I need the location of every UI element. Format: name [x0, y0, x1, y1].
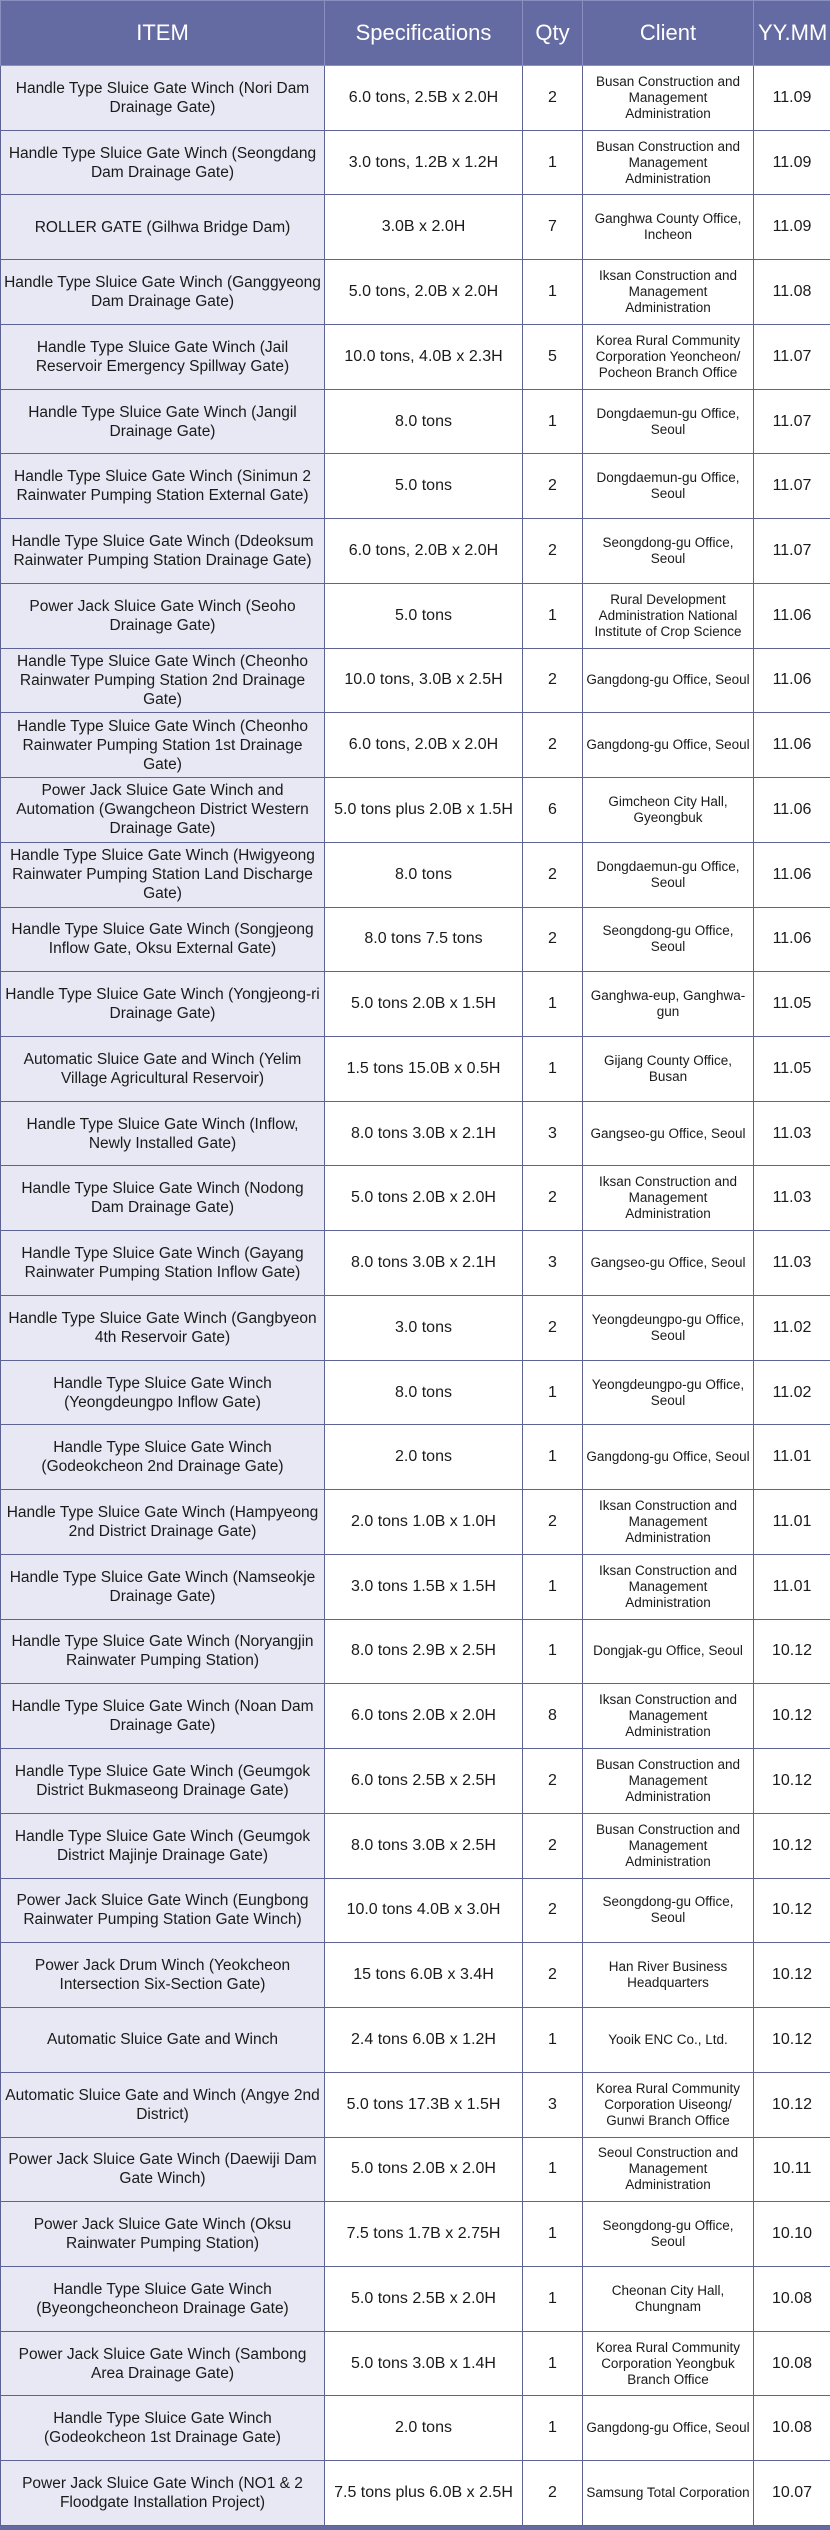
qty-cell: 1	[523, 583, 583, 648]
qty-cell: 2	[523, 1749, 583, 1814]
date-cell: 10.08	[754, 2396, 830, 2461]
table-row	[1, 389, 830, 454]
client-cell: Ganghwa County Office, Incheon	[583, 195, 754, 260]
client-cell: Gangseo-gu Office, Seoul	[583, 1101, 754, 1166]
client-cell: Seongdong-gu Office, Seoul	[583, 2202, 754, 2267]
item-cell: Automatic Sluice Gate and Winch (Yelim Village Agricultural Reservoir)	[1, 1037, 325, 1102]
qty-cell: 1	[523, 2137, 583, 2202]
header-row	[1, 1, 830, 66]
spec-cell: 5.0 tons 2.5B x 2.0H	[325, 2266, 523, 2331]
item-cell: Handle Type Sluice Gate Winch (Gangbyeon 4th Reservoir Gate)	[1, 1295, 325, 1360]
table-row	[1, 1554, 830, 1619]
spec-cell: 5.0 tons 2.0B x 1.5H	[325, 972, 523, 1037]
client-cell: Yooik ENC Co., Ltd.	[583, 2008, 754, 2073]
table-row	[1, 583, 830, 648]
qty-cell: 1	[523, 1037, 583, 1102]
table-row	[1, 2266, 830, 2331]
date-cell: 11.07	[754, 519, 830, 584]
spec-cell: 3.0 tons, 1.2B x 1.2H	[325, 130, 523, 195]
table-row	[1, 454, 830, 519]
date-cell: 11.06	[754, 713, 830, 778]
item-cell: Power Jack Sluice Gate Winch and Automation (Gwangcheon District Western Drainage Gate)	[1, 778, 325, 843]
spec-cell: 3.0B x 2.0H	[325, 195, 523, 260]
spec-cell: 5.0 tons 2.0B x 2.0H	[325, 1166, 523, 1231]
qty-cell: 1	[523, 2331, 583, 2396]
client-cell: Han River Business Headquarters	[583, 1943, 754, 2008]
spec-cell: 5.0 tons 17.3B x 1.5H	[325, 2072, 523, 2137]
spec-cell: 8.0 tons	[325, 389, 523, 454]
client-cell: Iksan Construction and Management Administration	[583, 1684, 754, 1749]
spec-cell: 8.0 tons 3.0B x 2.1H	[325, 1231, 523, 1296]
spec-cell: 5.0 tons 3.0B x 1.4H	[325, 2331, 523, 2396]
date-cell: 11.06	[754, 842, 830, 907]
table-row	[1, 1101, 830, 1166]
client-cell: Samsung Total Corporation	[583, 2461, 754, 2526]
table-row	[1, 1490, 830, 1555]
date-cell: 10.12	[754, 2072, 830, 2137]
item-cell: Handle Type Sluice Gate Winch (Geumgok District Bukmaseong Drainage Gate)	[1, 1749, 325, 1814]
qty-cell: 1	[523, 2008, 583, 2073]
item-cell: Handle Type Sluice Gate Winch (Cheonho Rainwater Pumping Station 2nd Drainage Gate)	[1, 648, 325, 713]
spec-cell: 3.0 tons 1.5B x 1.5H	[325, 1554, 523, 1619]
item-cell: Handle Type Sluice Gate Winch (Noan Dam Drainage Gate)	[1, 1684, 325, 1749]
client-cell: Dongdaemun-gu Office, Seoul	[583, 389, 754, 454]
qty-cell: 2	[523, 907, 583, 972]
table-row	[1, 1749, 830, 1814]
client-cell: Iksan Construction and Management Administration	[583, 1554, 754, 1619]
item-cell: Handle Type Sluice Gate Winch (Hampyeong 2nd District Drainage Gate)	[1, 1490, 325, 1555]
date-cell: 10.08	[754, 2331, 830, 2396]
table-row	[1, 1619, 830, 1684]
date-cell: 11.01	[754, 1425, 830, 1490]
item-cell: Handle Type Sluice Gate Winch (Ddeoksum Rainwater Pumping Station Drainage Gate)	[1, 519, 325, 584]
date-cell: 11.07	[754, 454, 830, 519]
date-cell: 11.06	[754, 778, 830, 843]
spec-cell: 2.0 tons 1.0B x 1.0H	[325, 1490, 523, 1555]
item-cell: Handle Type Sluice Gate Winch (Nori Dam Drainage Gate)	[1, 66, 325, 131]
table-row	[1, 1360, 830, 1425]
spec-cell: 7.5 tons 1.7B x 2.75H	[325, 2202, 523, 2267]
item-cell: Power Jack Drum Winch (Yeokcheon Intersection Six-Section Gate)	[1, 1943, 325, 2008]
spec-cell: 5.0 tons	[325, 583, 523, 648]
client-cell: Gimcheon City Hall, Gyeongbuk	[583, 778, 754, 843]
client-cell: Busan Construction and Management Administration	[583, 66, 754, 131]
header-date: YY.MM	[754, 1, 830, 66]
client-cell: Dongjak-gu Office, Seoul	[583, 1619, 754, 1684]
date-cell: 11.06	[754, 907, 830, 972]
client-cell: Iksan Construction and Management Administration	[583, 260, 754, 325]
client-cell: Busan Construction and Management Administration	[583, 1749, 754, 1814]
client-cell: Korea Rural Community Corporation Uiseong/ Gunwi Branch Office	[583, 2072, 754, 2137]
spec-cell: 6.0 tons 2.0B x 2.0H	[325, 1684, 523, 1749]
header-client: Client	[583, 1, 754, 66]
spec-cell: 10.0 tons, 3.0B x 2.5H	[325, 648, 523, 713]
item-cell: Power Jack Sluice Gate Winch (Daewiji Dam Gate Winch)	[1, 2137, 325, 2202]
client-cell: Cheonan City Hall, Chungnam	[583, 2266, 754, 2331]
spec-cell: 8.0 tons 7.5 tons	[325, 907, 523, 972]
table-row	[1, 195, 830, 260]
table-row	[1, 130, 830, 195]
item-cell: Handle Type Sluice Gate Winch (Geumgok District Majinje Drainage Gate)	[1, 1813, 325, 1878]
qty-cell: 2	[523, 2461, 583, 2526]
date-cell: 10.12	[754, 2008, 830, 2073]
date-cell: 10.12	[754, 1749, 830, 1814]
table-row	[1, 2396, 830, 2461]
item-cell: Handle Type Sluice Gate Winch (Jail Reservoir Emergency Spillway Gate)	[1, 324, 325, 389]
date-cell: 11.09	[754, 130, 830, 195]
spec-cell: 8.0 tons	[325, 842, 523, 907]
qty-cell: 1	[523, 2396, 583, 2461]
client-cell: Korea Rural Community Corporation Yeoncheon/ Pocheon Branch Office	[583, 324, 754, 389]
qty-cell: 1	[523, 2202, 583, 2267]
qty-cell: 2	[523, 1295, 583, 1360]
qty-cell: 1	[523, 1425, 583, 1490]
qty-cell: 1	[523, 389, 583, 454]
table-row	[1, 260, 830, 325]
item-cell: Handle Type Sluice Gate Winch (Jangil Drainage Gate)	[1, 389, 325, 454]
client-cell: Gangdong-gu Office, Seoul	[583, 648, 754, 713]
item-cell: Handle Type Sluice Gate Winch (Seongdang Dam Drainage Gate)	[1, 130, 325, 195]
qty-cell: 2	[523, 842, 583, 907]
table-row	[1, 2331, 830, 2396]
item-cell: Handle Type Sluice Gate Winch (Gayang Rainwater Pumping Station Inflow Gate)	[1, 1231, 325, 1296]
item-cell: Handle Type Sluice Gate Winch (Songjeong Inflow Gate, Oksu External Gate)	[1, 907, 325, 972]
date-cell: 11.06	[754, 648, 830, 713]
client-cell: Gijang County Office, Busan	[583, 1037, 754, 1102]
qty-cell: 2	[523, 1490, 583, 1555]
date-cell: 11.03	[754, 1101, 830, 1166]
table-row	[1, 2461, 830, 2526]
item-cell: Power Jack Sluice Gate Winch (Sambong Area Drainage Gate)	[1, 2331, 325, 2396]
spec-cell: 10.0 tons, 4.0B x 2.3H	[325, 324, 523, 389]
spec-cell: 15 tons 6.0B x 3.4H	[325, 1943, 523, 2008]
date-cell: 10.08	[754, 2266, 830, 2331]
qty-cell: 7	[523, 195, 583, 260]
date-cell: 10.12	[754, 1878, 830, 1943]
date-cell: 11.03	[754, 1231, 830, 1296]
qty-cell: 1	[523, 260, 583, 325]
spec-cell: 6.0 tons 2.5B x 2.5H	[325, 1749, 523, 1814]
qty-cell: 2	[523, 1878, 583, 1943]
qty-cell: 2	[523, 713, 583, 778]
qty-cell: 2	[523, 648, 583, 713]
qty-cell: 2	[523, 1166, 583, 1231]
item-cell: Handle Type Sluice Gate Winch (Cheonho Rainwater Pumping Station 1st Drainage Gate)	[1, 713, 325, 778]
item-cell: Automatic Sluice Gate and Winch	[1, 2008, 325, 2073]
qty-cell: 2	[523, 454, 583, 519]
spec-cell: 3.0 tons	[325, 1295, 523, 1360]
qty-cell: 3	[523, 1101, 583, 1166]
item-cell: Power Jack Sluice Gate Winch (Oksu Rainwater Pumping Station)	[1, 2202, 325, 2267]
table-row	[1, 778, 830, 843]
client-cell: Seongdong-gu Office, Seoul	[583, 519, 754, 584]
table-row	[1, 648, 830, 713]
item-cell: Handle Type Sluice Gate Winch (Yongjeong-ri Drainage Gate)	[1, 972, 325, 1037]
date-cell: 11.08	[754, 260, 830, 325]
date-cell: 10.07	[754, 2461, 830, 2526]
table-row	[1, 324, 830, 389]
date-cell: 10.10	[754, 2202, 830, 2267]
qty-cell: 1	[523, 1554, 583, 1619]
date-cell: 11.09	[754, 195, 830, 260]
client-cell: Yeongdeungpo-gu Office, Seoul	[583, 1295, 754, 1360]
client-cell: Dongdaemun-gu Office, Seoul	[583, 842, 754, 907]
spec-cell: 2.0 tons	[325, 1425, 523, 1490]
qty-cell: 2	[523, 1813, 583, 1878]
item-cell: Handle Type Sluice Gate Winch (Noryangjin Rainwater Pumping Station)	[1, 1619, 325, 1684]
table-row	[1, 2072, 830, 2137]
table-row	[1, 842, 830, 907]
table-row	[1, 1878, 830, 1943]
spec-cell: 1.5 tons 15.0B x 0.5H	[325, 1037, 523, 1102]
item-cell: Handle Type Sluice Gate Winch (Ganggyeong Dam Drainage Gate)	[1, 260, 325, 325]
table-row	[1, 1037, 830, 1102]
qty-cell: 1	[523, 1360, 583, 1425]
date-cell: 11.06	[754, 583, 830, 648]
client-cell: Ganghwa-eup, Ganghwa-gun	[583, 972, 754, 1037]
qty-cell: 1	[523, 130, 583, 195]
item-cell: Automatic Sluice Gate and Winch (Angye 2nd District)	[1, 2072, 325, 2137]
table-row	[1, 972, 830, 1037]
date-cell: 10.11	[754, 2137, 830, 2202]
date-cell: 11.07	[754, 389, 830, 454]
date-cell: 11.02	[754, 1360, 830, 1425]
spec-cell: 7.5 tons plus 6.0B x 2.5H	[325, 2461, 523, 2526]
table-body	[1, 66, 830, 2526]
table-row	[1, 66, 830, 131]
spec-cell: 5.0 tons plus 2.0B x 1.5H	[325, 778, 523, 843]
item-cell: Handle Type Sluice Gate Winch (Hwigyeong Rainwater Pumping Station Land Discharge Gate)	[1, 842, 325, 907]
client-cell: Yeongdeungpo-gu Office, Seoul	[583, 1360, 754, 1425]
spec-cell: 5.0 tons	[325, 454, 523, 519]
qty-cell: 8	[523, 1684, 583, 1749]
date-cell: 10.12	[754, 1684, 830, 1749]
item-cell: Handle Type Sluice Gate Winch (Sinimun 2 Rainwater Pumping Station External Gate)	[1, 454, 325, 519]
item-cell: Handle Type Sluice Gate Winch (Byeongcheoncheon Drainage Gate)	[1, 2266, 325, 2331]
spec-cell: 6.0 tons, 2.5B x 2.0H	[325, 66, 523, 131]
date-cell: 11.09	[754, 66, 830, 131]
client-cell: Dongdaemun-gu Office, Seoul	[583, 454, 754, 519]
table-row	[1, 1684, 830, 1749]
item-cell: Power Jack Sluice Gate Winch (NO1 & 2 Floodgate Installation Project)	[1, 2461, 325, 2526]
table-row	[1, 1943, 830, 2008]
client-cell: Busan Construction and Management Administration	[583, 1813, 754, 1878]
client-cell: Gangdong-gu Office, Seoul	[583, 2396, 754, 2461]
date-cell: 11.03	[754, 1166, 830, 1231]
spec-cell: 5.0 tons 2.0B x 2.0H	[325, 2137, 523, 2202]
table-row	[1, 1166, 830, 1231]
qty-cell: 5	[523, 324, 583, 389]
date-cell: 11.05	[754, 1037, 830, 1102]
qty-cell: 1	[523, 2266, 583, 2331]
spec-cell: 2.4 tons 6.0B x 1.2H	[325, 2008, 523, 2073]
client-cell: Busan Construction and Management Administration	[583, 130, 754, 195]
table-row	[1, 2202, 830, 2267]
date-cell: 11.02	[754, 1295, 830, 1360]
header-qty: Qty	[523, 1, 583, 66]
table-row	[1, 1231, 830, 1296]
spec-cell: 2.0 tons	[325, 2396, 523, 2461]
client-cell: Seoul Construction and Management Administration	[583, 2137, 754, 2202]
item-cell: Handle Type Sluice Gate Winch (Godeokcheon 2nd Drainage Gate)	[1, 1425, 325, 1490]
client-cell: Gangdong-gu Office, Seoul	[583, 1425, 754, 1490]
date-cell: 11.05	[754, 972, 830, 1037]
client-cell: Rural Development Administration National Institute of Crop Science	[583, 583, 754, 648]
spec-cell: 6.0 tons, 2.0B x 2.0H	[325, 519, 523, 584]
qty-cell: 2	[523, 1943, 583, 2008]
spec-cell: 8.0 tons	[325, 1360, 523, 1425]
spec-cell: 8.0 tons 3.0B x 2.1H	[325, 1101, 523, 1166]
header-item: ITEM	[1, 1, 325, 66]
qty-cell: 1	[523, 972, 583, 1037]
date-cell: 10.12	[754, 1943, 830, 2008]
qty-cell: 6	[523, 778, 583, 843]
client-cell: Seongdong-gu Office, Seoul	[583, 1878, 754, 1943]
table-row	[1, 713, 830, 778]
spec-cell: 8.0 tons 3.0B x 2.5H	[325, 1813, 523, 1878]
spec-cell: 5.0 tons, 2.0B x 2.0H	[325, 260, 523, 325]
spec-cell: 10.0 tons 4.0B x 3.0H	[325, 1878, 523, 1943]
client-cell: Iksan Construction and Management Administration	[583, 1490, 754, 1555]
spec-cell: 8.0 tons 2.9B x 2.5H	[325, 1619, 523, 1684]
item-cell: Handle Type Sluice Gate Winch (Nodong Dam Drainage Gate)	[1, 1166, 325, 1231]
header-specifications: Specifications	[325, 1, 523, 66]
item-cell: Handle Type Sluice Gate Winch (Inflow, Newly Installed Gate)	[1, 1101, 325, 1166]
table-header	[1, 1, 830, 66]
qty-cell: 3	[523, 1231, 583, 1296]
item-cell: Handle Type Sluice Gate Winch (Yeongdeungpo Inflow Gate)	[1, 1360, 325, 1425]
item-cell: Power Jack Sluice Gate Winch (Eungbong Rainwater Pumping Station Gate Winch)	[1, 1878, 325, 1943]
table-row	[1, 1813, 830, 1878]
bottom-divider	[0, 2526, 830, 2530]
date-cell: 10.12	[754, 1619, 830, 1684]
table-row	[1, 519, 830, 584]
date-cell: 10.12	[754, 1813, 830, 1878]
table-row	[1, 2008, 830, 2073]
item-cell: ROLLER GATE (Gilhwa Bridge Dam)	[1, 195, 325, 260]
table-row	[1, 907, 830, 972]
table-row	[1, 1425, 830, 1490]
item-cell: Handle Type Sluice Gate Winch (Godeokcheon 1st Drainage Gate)	[1, 2396, 325, 2461]
client-cell: Gangdong-gu Office, Seoul	[583, 713, 754, 778]
date-cell: 11.01	[754, 1490, 830, 1555]
item-cell: Power Jack Sluice Gate Winch (Seoho Drainage Gate)	[1, 583, 325, 648]
item-cell: Handle Type Sluice Gate Winch (Namseokje Drainage Gate)	[1, 1554, 325, 1619]
qty-cell: 2	[523, 66, 583, 131]
qty-cell: 2	[523, 519, 583, 584]
spec-cell: 6.0 tons, 2.0B x 2.0H	[325, 713, 523, 778]
client-cell: Seongdong-gu Office, Seoul	[583, 907, 754, 972]
table-row	[1, 1295, 830, 1360]
table-row	[1, 2137, 830, 2202]
date-cell: 11.07	[754, 324, 830, 389]
client-cell: Iksan Construction and Management Administration	[583, 1166, 754, 1231]
date-cell: 11.01	[754, 1554, 830, 1619]
client-cell: Korea Rural Community Corporation Yeongbuk Branch Office	[583, 2331, 754, 2396]
qty-cell: 3	[523, 2072, 583, 2137]
client-cell: Gangseo-gu Office, Seoul	[583, 1231, 754, 1296]
qty-cell: 1	[523, 1619, 583, 1684]
